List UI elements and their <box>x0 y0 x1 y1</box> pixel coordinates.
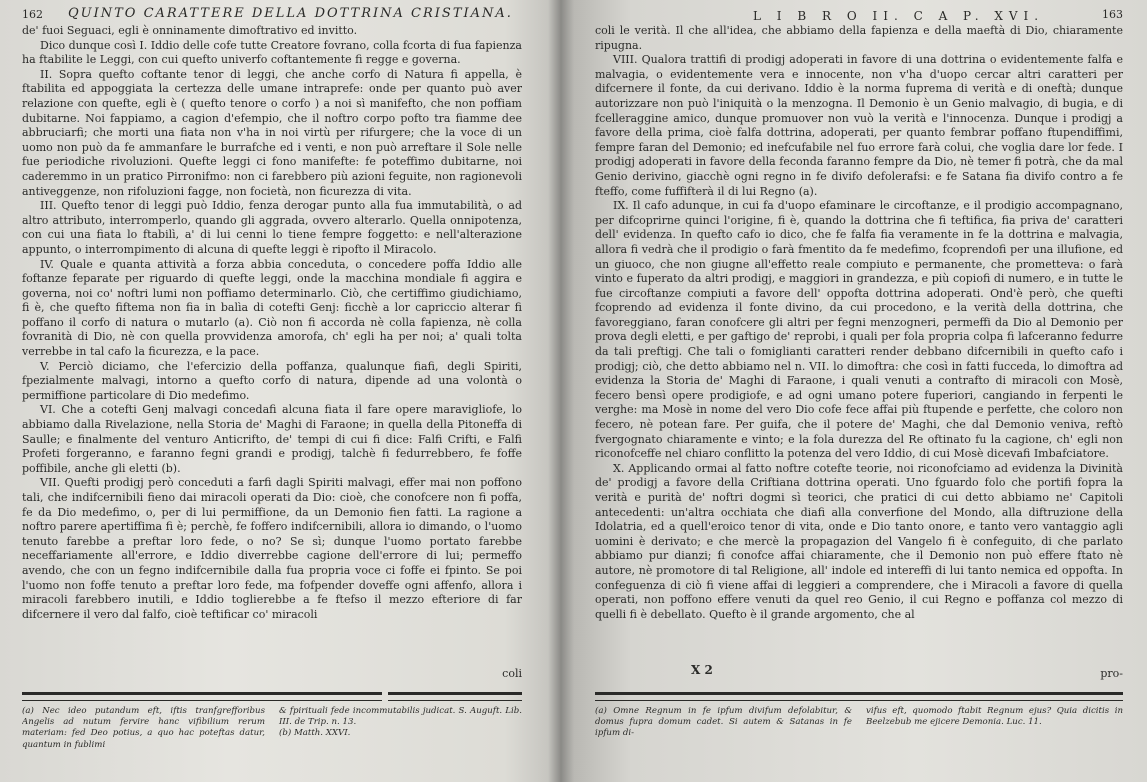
footnote-rule <box>22 692 382 701</box>
paragraph: X. Applicando ormai al fatto noftre cotefte teorie, noi riconofciamo ad evidenza la Divinità de' prodigj a favore della Criftiana dottrina operati. Uno fguardo folo che portifi fopra la verità e purità de' noftri dogmi sì teorici, che pratici di cui detto abbiamo ne' Capitoli antecedenti: un'altra occhiata che diafi alla converfione del Mondo, alla diftruzione della Idolatria, ed a quell'eroico tenor di vita, onde e Dio tanto onore, e tanto vero vantaggio agli uomini è derivato; e che mercè la propagazion del Vangelo fi è confeguito, di che parlato abbiamo pur dianzi; fi conofce affai chiaramente, che il Demonio non può effere ftato nè autore, nè promotore di tal Religione, all' indole ed intereffi di lui tanto nemica ed oppofta. In confeguenza di ciò fi viene affai di leggieri a comprendere, che i Miracoli a favore di quella operati, non poffono effere venuti da quel reo Genio, il cui Regno e poffanza col mezzo di quelli fi è debellato. Quefto è il grande argomento, che al <box>595 461 1123 621</box>
paragraph: coli le verità. Il che all'idea, che abbiamo della fapienza e della maeftà di Dio, chiaramente ripugna. <box>595 24 1123 52</box>
right-page <box>595 0 1123 782</box>
footnotes <box>595 706 1123 740</box>
footnote: vifus eft, quomodo ftabit Regnum ejus? Quia dicitis in Beelzebub me ejicere Demonia. Luc. 11. <box>866 706 1123 728</box>
running-title: QUINTO CARATTERE DELLA DOTTRINA CRISTIANA. <box>68 6 513 21</box>
paragraph: Dico dunque così I. Iddio delle cofe tutte Creatore fovrano, colla fcorta di fua fapienza ha ftabilite le Leggi, con cui quefto univerfo coftantemente fi regge e governa. <box>22 38 522 67</box>
catchword: coli <box>502 667 522 680</box>
paragraph: IX. Il cafo adunque, in cui fa d'uopo efaminare le circoftanze, e il prodigio accompagnano, per difcoprirne quinci l'origine, fi è, quando la dottrina che fi teftifica, fia priva de' caratteri dell' evidenza. In quefto cafo io dico, che fe falfa fia veramente in fe la dottrina e malvagia, allora fi vedrà che il prodigio o farà fmentito da fe medefimo, fcoprendofi per una illufione, ed un giuoco, che non giugne all'effetto reale compiuto e permanente, che prometteva: o farà vinto e fuperato da altri prodigj, e maggiori in grandezza, e più copiofi di numero, e in tutte le fue circoftanze compiuti a favore dell' oppofta dottrina adoperati. Ond'è però, che quefti fcoprendo ad evidenza il fonte divino, da cui procedono, e la verità della dottrina, che favoreggiano, faran conofcere gli altri per fegni menzogneri, permeffi da Dio al Demonio per prova degli eletti, e per gaftigo de' reprobi, i quali per fola propria colpa fi lafceranno fedurre da tali preftigj. Che tali o fomiglianti caratteri render debbano difcernibili in quefto cafo i prodigj; ciò, che detto abbiamo nel n. VII. lo dimoftra: che così in fatti fucceda, lo dimoftra ad evidenza la Storia de' Maghi di Faraone, i quali venuti a contrafto di miracoli con Mosè, fecero bensì opere prodigiofe, e ad ogni umano potere fuperiori, cangiando in ferpenti le verghe: ma Mosè in nome del vero Dio cofe fece affai più ftupende e perfette, che coloro non fecero, nè potean fare. Per guifa, che il potere de' Maghi, che dal Demonio veniva, reftò fvergognato chiaramente e vinto; e la fola durezza del Re oftinato fu la cagione, ch' egli non riconofceffe nel chiaro conflitto la potenza del vero Iddio, di cui Mosè dicevafi Imbafciatore. <box>595 199 1123 461</box>
footnote: (a) Omne Regnum in fe ipfum divifum defolabitur, & domus fupra domum cadet. Si autem & Satanas in fe ipfum di- <box>595 706 852 739</box>
book-gutter <box>548 0 574 782</box>
footnote: & fpirituali fede incommutabilis judicat. S. Auguft. Lib. III. de Trip. n. 13. <box>279 706 522 728</box>
catchword: pro- <box>1100 667 1123 680</box>
paragraph: de' fuoi Seguaci, egli è onninamente dimoftrativo ed invitto. <box>22 24 358 37</box>
paragraph: II. Sopra quefto coftante tenor di leggi, che anche corfo di Natura fi appella, è ftabilita ed appoggiata la certezza delle umane intraprefe: onde per quanto può aver relazione con quefte, egli è ( quefto tenore o corfo ) a noi sì manifefto, che non poffiam dubitarne. Noi fappiamo, a cagion d'efempio, che il noftro corpo pofto tra fiamme dee abbruciarfi; che morti una fiata non v'ha in noi virtù per rifurgere; che la voce di un uomo non può da fe ammanfare le burrafche ed i venti, e non può arreftare il Sole nelle fue periodiche rivoluzioni. Quefte leggi ci fono manifefte: fe poteffimo dubitarne, noi caderemmo in un pratico Pirronifmo: non ci farebbero più azioni feguite, non ragionevoli antiveggenze, non rifoluzioni fagge, non focietà, non ficurezza di vita. <box>22 67 522 198</box>
paragraph: IV. Quale e quanta attività a forza abbia conceduta, o concedere poffa Iddio alle foftanze feparate per riguardo di quefte leggi, onde la macchina mondiale fi aggira e governa, noi co' noftri lumi non poffiamo determinarlo. Ciò, che certiffimo giudichiamo, fi è, che quefto fiftema non fia in balìa di cotefti Genj: ficchè a lor capriccio alterar fi poffano il corfo di natura o mutarlo (a). Ciò non fi accorda nè colla fapienza, nè colla fovranità di Dio, nè con quella provvidenza amorofa, ch' egli ha per noi; a' quali tolta verrebbe in tal cafo la ficurezza, e la pace. <box>22 257 522 359</box>
footnote-rule <box>388 692 522 701</box>
body-text <box>22 24 522 622</box>
footnote-rule <box>595 692 1123 701</box>
paragraph: V. Perciò diciamo, che l'efercizio della poffanza, qualunque fiafi, degli Spiriti, fpezialmente malvagi, intorno a quefto corfo di natura, dipende ad una volontà o permiffione particolare di Dio medefimo. <box>22 359 522 402</box>
running-head <box>595 6 1123 26</box>
signature-mark: X 2 <box>691 663 713 677</box>
paragraph: VII. Quefti prodigj però conceduti a farfi dagli Spiriti malvagi, effer mai non poffono tali, che indifcernibili fieno dai miracoli operati da Dio: cioè, che conofcere non fi poffa, fe da Dio medefimo, o, per di lui permiffione, da un Demonio fien fatti. La ragione a noftro parere apertiffima fi è; perchè, fe foffero indifcernibili, allora io dimando, o l'uomo tenuto farebbe a preftar loro fede, o no? Se sì; dunque l'uomo portato farebbe neceffariamente all'errore, e Iddio diverrebbe cagione dell'errore di lui; permeffo avendo, che con un fegno indifcernibile dalla fua propria voce ci foffe ei fpinto. Se poi l'uomo non foffe tenuto a preftar loro fede, ma fofpender doveffe ogni affenfo, allora i miracoli farebbero inutili, e Iddio toglierebbe a fe ftefso il mezzo efteriore di far difcernere il vero dal falfo, cioè teftificar co' miracoli <box>22 476 522 621</box>
page-number: 163 <box>1102 8 1123 21</box>
footnote: (b) Matth. XXVI. <box>279 728 351 739</box>
running-title: L I B R O II. C A P. XVI. <box>753 9 1045 23</box>
running-head <box>22 6 522 26</box>
page-number: 162 <box>22 8 43 21</box>
paragraph: VI. Che a cotefti Genj malvagi concedafi alcuna fiata il fare opere maravigliofe, lo abbiamo dalla Rivelazione, nella Storia de' Maghi di Faraone; in quella della Pitoneffa di Saulle; e finalmente del venturo Anticrifto, de' tempi di cui fi dice: Falfi Crifti, e Falfi Profeti forgeranno, e faranno fegni grandi e prodigj, talchè fi fedurrebbero, fe foffe poffibile, anche gli eletti (b). <box>22 403 522 475</box>
footnotes <box>22 706 522 751</box>
paragraph: VIII. Qualora trattifi di prodigj adoperati in favore di una dottrina o evidentemente falfa e malvagia, o evidentemente vera e innocente, non v'ha d'uopo cercar altri caratteri per difcernere il fonte, da cui derivano. Iddio è la norma fuprema di verità e di oneftà; dunque autorizzare non può l'iniquità o la menzogna. Il Demonio è un Genio malvagio, di bugia, e di fcelleraggine amico, dunque promuover non vuò la verità e l'innocenza. Dunque i prodigj a favore della prima, cioè falfa dottrina, adoperati, per quanto fembrar poffano ftupendiffimi, fempre faran del Demonio; ed inefcufabile nel fuo errore farà colui, che voglia dare lor fede. I prodigj adoperati in favore della feconda faranno fempre da Dio, nè temer fi potrà, che da mal Genio derivino, giacchè ogni regno in fe divifo defolerafsi: e fe Satana fia divifo contro a fe fteffo, come fuffifterà il di lui Regno (a). <box>595 53 1123 198</box>
left-page <box>22 0 522 782</box>
footnote: (a) Nec ideo putandum eft, iftis tranfgrefforibus Angelis ad nutum fervire hanc vifibilium rerum materiam: fed Deo potius, a quo hac poteftas datur, quantum in fublimi <box>22 706 265 750</box>
body-text <box>595 24 1123 622</box>
paragraph: III. Quefto tenor di leggi può Iddio, fenza derogar punto alla fua immutabilità, o ad altro attributo, interromperlo, quando gli aggrada, ovvero alterarlo. Quella onnipotenza, con cui una fiata lo ftabilì, a' di lui cenni lo tiene fempre foggetto: e nell'alterazione appunto, o interrompimento di alcuna di quefte leggi è ripofto il Miracolo. <box>22 199 522 256</box>
